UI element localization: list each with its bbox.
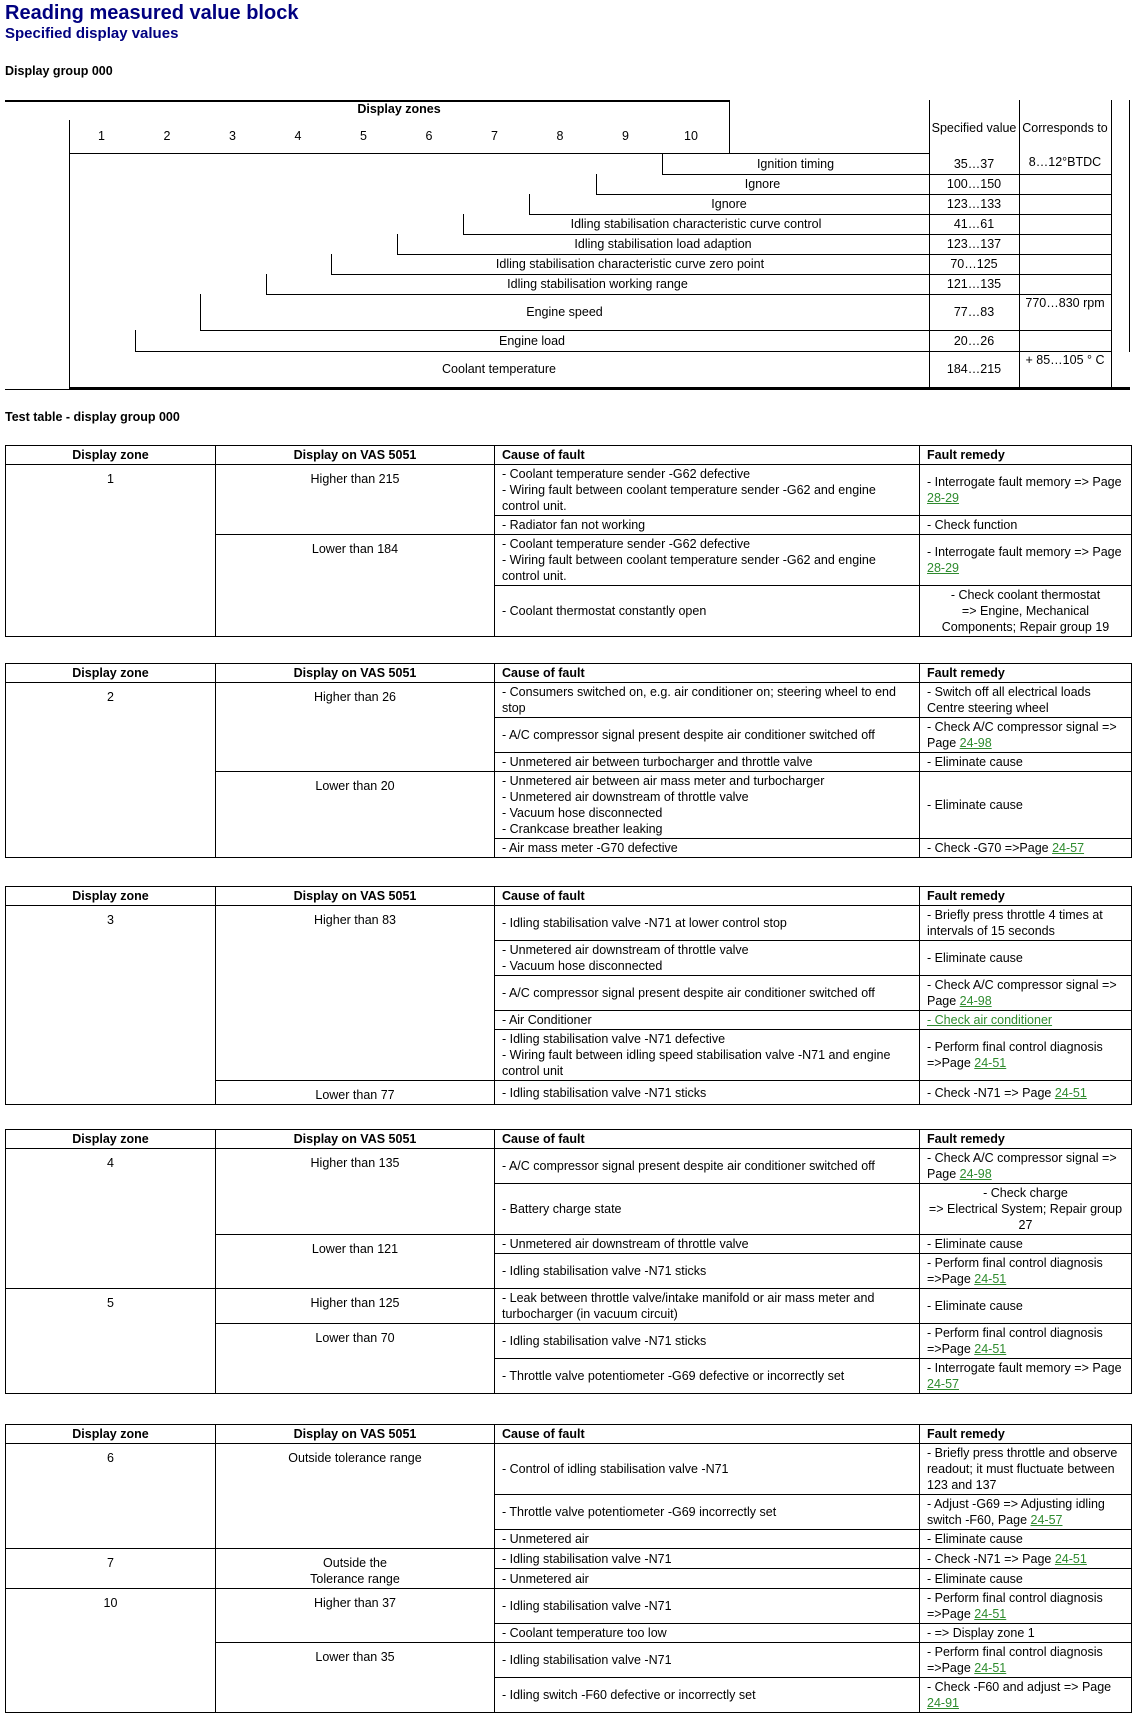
display-value-cell: Lower than 77 [216,1081,495,1105]
diagram-line [69,153,929,154]
specified-value: 184…215 [946,362,1002,376]
display-zones-label: Display zones [357,102,441,116]
remedy-column-header: Fault remedy [920,887,1132,906]
display-value-cell: Lower than 121 [216,1235,495,1289]
remedy-text: - Eliminate cause [927,951,1023,965]
remedy-cell [920,465,1132,516]
corresponds-value: + 85…105 ° C [1025,353,1105,367]
diagram-line [1019,100,1020,387]
cause-cell: - Leak between throttle valve/intake manifold or air mass meter and turbocharger (in vacuum circuit) [495,1289,920,1324]
remedy-text: - Eliminate cause [927,1571,1023,1586]
cause-column-header: Cause of fault [495,664,920,683]
remedy-text: - Eliminate cause [927,755,1023,769]
page-reference-link[interactable]: 24-51 [974,1607,1007,1621]
remedy-cell [920,1254,1132,1289]
display-value-cell: Lower than 70 [216,1324,495,1394]
diagram-line [69,387,1111,388]
page-reference-link[interactable]: - Check air conditioner [927,1013,1053,1027]
remedy-text: - Check function [927,518,1018,532]
display-value-cell: Higher than 125 [216,1289,495,1324]
display-value-cell: Higher than 37 [216,1589,495,1643]
cause-cell: - Unmetered air [495,1569,920,1589]
remedy-cell [920,516,1132,535]
diagram-row-label: Ignore [711,197,747,211]
test-table-1 [5,445,1132,637]
table-header-row [6,446,1132,465]
page-title: Reading measured value block [5,2,299,24]
zone-column-header: Display zone [6,664,216,683]
corresponds-to-header: Corresponds to [1022,121,1108,135]
remedy-cell [920,753,1132,772]
display-column-header: Display on VAS 5051 [216,1425,495,1444]
remedy-cell [920,1324,1132,1359]
page-reference-link[interactable]: 24-98 [959,1167,992,1181]
diagram-line [397,254,1111,255]
remedy-cell [920,1011,1132,1030]
remedy-cell [920,941,1132,976]
zone-column-header: Display zone [6,446,216,465]
remedy-cell [920,1530,1132,1549]
specified-value: 35…37 [953,156,995,171]
remedy-text: - Interrogate fault memory => Page [927,1361,1122,1375]
page-reference-link[interactable]: 24-98 [959,994,992,1008]
table-row [6,1149,1132,1184]
cause-cell: - Unmetered air between turbocharger and throttle valve [495,753,920,772]
remedy-text: - Eliminate cause [927,798,1023,812]
diagram-row-label: Idling stabilisation characteristic curve zero point [495,257,765,271]
test-table-3 [5,886,1132,1105]
zone-number: 10 [684,129,698,143]
page-reference-link[interactable]: 24-57 [1030,1513,1063,1527]
remedy-column-header: Fault remedy [920,1130,1132,1149]
remedy-cell [920,1444,1132,1495]
table-header-row [6,1130,1132,1149]
remedy-cell [920,1359,1132,1394]
cause-cell: - A/C compressor signal present despite air conditioner switched off [495,718,920,753]
remedy-text: - Check -N71 => Page [927,1085,1055,1100]
remedy-cell [920,1643,1132,1678]
cause-cell: - Unmetered air between air mass meter and turbocharger - Unmetered air downstream of throttle valve - Vacuum hose disconnected - Crankcase breather leaking [495,772,920,839]
cause-cell: - Coolant temperature sender -G62 defective - Wiring fault between coolant temperature sender -G62 and engine control unit. [495,535,920,586]
specified-value: 123…133 [946,197,1002,211]
diagram-row-label: Ignore [744,177,781,191]
display-zone-cell: 3 [6,906,216,1105]
diagram-row-label: Idling stabilisation load adaption [574,237,752,251]
remedy-text: - Check -G70 =>Page [927,841,1053,855]
specified-value: 100…150 [946,177,1002,191]
page-reference-link[interactable]: 24-51 [974,1056,1007,1070]
display-value-cell: Higher than 26 [216,683,495,772]
cause-cell: - Coolant thermostat constantly open [495,586,920,637]
display-value-cell: Higher than 215 [216,465,495,535]
specified-value: 123…137 [946,237,1002,251]
diagram-line [1129,100,1130,352]
remedy-column-header: Fault remedy [920,1425,1132,1444]
page-subtitle: Specified display values [5,25,179,42]
table-row [6,1289,1132,1324]
cause-cell: - Idling stabilisation valve -N71 at lower control stop [495,906,920,941]
diagram-row-label: Engine load [498,333,566,348]
page-reference-link[interactable]: 24-51 [1054,1085,1087,1100]
diagram-line [463,234,1111,235]
cause-cell: - Idling stabilisation valve -N71 [495,1589,920,1624]
remedy-text: - Briefly press throttle 4 times at intervals of 15 seconds [927,908,1103,938]
display-zone-cell: 10 [6,1589,216,1713]
page-reference-link[interactable]: 24-51 [974,1661,1007,1675]
remedy-text: - Interrogate fault memory => Page [927,545,1122,559]
zone-number: 8 [556,129,564,143]
cause-cell: - Throttle valve potentiometer -G69 incorrectly set [495,1495,920,1530]
zone-number: 5 [360,129,367,143]
display-column-header: Display on VAS 5051 [216,664,495,683]
section-heading-display-group: Display group 000 [5,64,113,78]
cause-cell: - Idling stabilisation valve -N71 [495,1643,920,1678]
page-reference-link[interactable]: 28-29 [927,561,959,575]
display-value-cell: Lower than 20 [216,772,495,858]
remedy-cell [920,1589,1132,1624]
remedy-text: - Check coolant thermostat => Engine, Mechanical Components; Repair group 19 [941,588,1110,634]
display-value-cell: Lower than 35 [216,1643,495,1713]
remedy-text: - Adjust -G69 => Adjusting idling switch -F60, Page [927,1497,1105,1527]
page-reference-link[interactable]: 24-98 [959,736,992,750]
corresponds-value: 770…830 rpm [1025,296,1105,310]
diagram-line [266,294,1111,295]
display-column-header: Display on VAS 5051 [216,1130,495,1149]
page-reference-link[interactable]: 24-57 [1052,841,1085,855]
remedy-cell [920,772,1132,839]
table-row [6,1589,1132,1624]
table-row [6,683,1132,718]
cause-column-header: Cause of fault [495,446,920,465]
specified-value-header: Specified value [931,121,1017,135]
cause-cell: - Idling switch -F60 defective or incorrectly set [495,1678,920,1713]
specified-value: 77…83 [953,305,995,319]
cause-cell: - Radiator fan not working [495,516,920,535]
diagram-line [529,214,1111,215]
remedy-text: - => Display zone 1 [927,1626,1035,1640]
test-table-2 [5,663,1132,858]
zone-column-header: Display zone [6,1425,216,1444]
remedy-text: - Perform final control diagnosis =>Page [927,1256,1103,1286]
cause-cell: - Coolant temperature too low [495,1624,920,1643]
specified-value: 121…135 [946,277,1002,291]
remedy-cell [920,586,1132,637]
diagram-line [662,174,1111,175]
remedy-text: - Perform final control diagnosis =>Page [927,1040,1103,1070]
display-zone-cell: 4 [6,1149,216,1289]
cause-cell: - Control of idling stabilisation valve -N71 [495,1444,920,1495]
display-zone-cell: 6 [6,1444,216,1549]
zone-number: 6 [425,129,433,143]
cause-cell: - Idling stabilisation valve -N71 sticks [495,1324,920,1359]
cause-cell: - Air mass meter -G70 defective [495,839,920,858]
remedy-cell [920,1549,1132,1569]
remedy-cell [920,976,1132,1011]
display-value-cell: Higher than 83 [216,906,495,1081]
cause-cell: - Throttle valve potentiometer -G69 defective or incorrectly set [495,1359,920,1394]
remedy-cell [920,1081,1132,1105]
display-value-cell: Outside tolerance range [216,1444,495,1549]
remedy-text: - Check A/C compressor signal => Page [927,1151,1117,1181]
remedy-text: - Eliminate cause [927,1237,1023,1251]
cause-column-header: Cause of fault [495,1130,920,1149]
zone-number: 7 [491,129,498,143]
zone-number: 2 [163,129,171,143]
display-zone-cell: 2 [6,683,216,858]
remedy-text: - Briefly press throttle and observe readout; it must fluctuate between 123 and 137 [927,1446,1118,1492]
page-reference-link[interactable]: 24-91 [927,1696,959,1710]
specified-value: 70…125 [950,257,998,271]
remedy-text: - Perform final control diagnosis =>Page [927,1326,1103,1356]
zone-number: 4 [294,129,302,143]
zone-number: 3 [229,129,236,143]
cause-column-header: Cause of fault [495,1425,920,1444]
table-header-row [6,887,1132,906]
cause-cell: - Coolant temperature sender -G62 defective - Wiring fault between coolant temperature sender -G62 and engine control unit. [495,465,920,516]
cause-cell: - Unmetered air downstream of throttle valve - Vacuum hose disconnected [495,941,920,976]
remedy-cell [920,1030,1132,1081]
diagram-line [596,194,1111,195]
cause-column-header: Cause of fault [495,887,920,906]
cause-cell: - Idling stabilisation valve -N71 [495,1549,920,1569]
diagram-line [331,274,1111,275]
diagram-line [1111,100,1112,387]
remedy-cell [920,1569,1132,1589]
remedy-text: - Perform final control diagnosis =>Page [927,1591,1103,1621]
remedy-column-header: Fault remedy [920,664,1132,683]
remedy-cell [920,1678,1132,1713]
display-value-cell: Higher than 135 [216,1149,495,1235]
remedy-cell [920,1624,1132,1643]
cause-cell: - Consumers switched on, e.g. air conditioner on; steering wheel to end stop [495,683,920,718]
remedy-text: - Check -F60 and adjust => Page [927,1680,1112,1694]
cause-cell: - Battery charge state [495,1184,920,1235]
diagram-line [135,351,1111,352]
remedy-cell [920,683,1132,718]
cause-cell: - Unmetered air [495,1530,920,1549]
diagram-row-label: Idling stabilisation working range [507,277,688,291]
remedy-cell [920,839,1132,858]
diagram-line [5,389,1130,390]
remedy-cell [920,1184,1132,1235]
remedy-cell [920,1289,1132,1324]
remedy-cell [920,718,1132,753]
remedy-cell [920,906,1132,941]
remedy-text: - Perform final control diagnosis =>Page [927,1645,1103,1675]
display-zone-cell: 7 [6,1549,216,1589]
cause-cell: - Idling stabilisation valve -N71 sticks [495,1081,920,1105]
remedy-cell [920,1235,1132,1254]
remedy-text: - Switch off all electrical loads Centre steering wheel [927,685,1091,715]
diagram-row-label: Idling stabilisation characteristic curve control [570,217,822,231]
zone-number: 9 [622,129,629,143]
test-table-4 [5,1129,1132,1394]
diagram-line [69,120,70,387]
display-zone-cell: 5 [6,1289,216,1394]
remedy-cell [920,535,1132,586]
table-row [6,906,1132,941]
remedy-text: - Eliminate cause [927,1532,1023,1546]
table-row [6,1549,1132,1569]
table-row [6,465,1132,516]
section-heading-test-table: Test table - display group 000 [5,410,180,424]
corresponds-value: 8…12°BTDC [1028,155,1102,169]
diagram-line [729,100,730,153]
cause-cell: - A/C compressor signal present despite air conditioner switched off [495,1149,920,1184]
diagram-row-label: Ignition timing [756,156,835,171]
cause-cell: - A/C compressor signal present despite air conditioner switched off [495,976,920,1011]
table-header-row [6,1425,1132,1444]
specified-value: 41…61 [953,217,995,231]
table-row [6,1444,1132,1495]
remedy-text: - Check A/C compressor signal => Page [927,978,1117,1008]
remedy-cell [920,1495,1132,1530]
remedy-text: - Check charge => Electrical System; Repair group 27 [928,1186,1123,1232]
page-reference-link[interactable]: 24-57 [927,1377,959,1391]
diagram-row-label: Coolant temperature [442,362,556,376]
display-value-cell: Outside the Tolerance range [216,1549,495,1589]
remedy-text: - Check A/C compressor signal => Page [927,720,1117,750]
page-reference-link[interactable]: 24-51 [1054,1551,1087,1566]
display-column-header: Display on VAS 5051 [216,887,495,906]
specified-value: 20…26 [953,333,995,348]
test-table-5 [5,1424,1132,1713]
table-header-row [6,664,1132,683]
remedy-cell [920,1149,1132,1184]
remedy-text: - Eliminate cause [927,1299,1023,1313]
zone-number: 1 [98,129,105,143]
cause-cell: - Idling stabilisation valve -N71 defective - Wiring fault between idling speed stabilisation valve -N71 and engine control unit [495,1030,920,1081]
page-reference-link[interactable]: 24-51 [974,1342,1007,1356]
remedy-column-header: Fault remedy [920,446,1132,465]
display-column-header: Display on VAS 5051 [216,446,495,465]
diagram-line [200,330,1111,331]
page-reference-link[interactable]: 28-29 [927,491,959,505]
remedy-text: - Check -N71 => Page [927,1551,1055,1566]
cause-cell: - Unmetered air downstream of throttle valve [495,1235,920,1254]
zone-column-header: Display zone [6,1130,216,1149]
cause-cell: - Idling stabilisation valve -N71 sticks [495,1254,920,1289]
remedy-text: - Interrogate fault memory => Page [927,475,1122,489]
display-zone-cell: 1 [6,465,216,637]
display-value-cell: Lower than 184 [216,535,495,637]
zone-column-header: Display zone [6,887,216,906]
cause-cell: - Air Conditioner [495,1011,920,1030]
diagram-row-label: Engine speed [526,305,603,319]
page-reference-link[interactable]: 24-51 [974,1272,1007,1286]
